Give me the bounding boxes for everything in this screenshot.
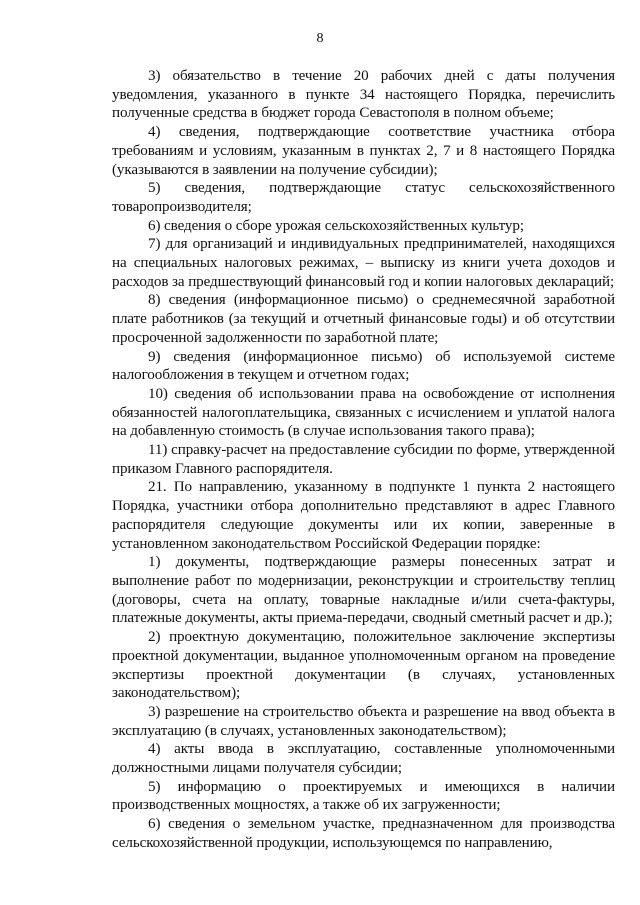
- paragraph-item-11: 11) справку-расчет на предоставление субсидии по форме, утвержденной приказом Главного распорядителя.: [112, 442, 615, 477]
- paragraph-item-8: 8) сведения (информационное письмо) о среднемесячной заработной плате работников (за текущий и отчетный финансовые годы) и об отсутствии просроченной задолженности по заработной плате;: [112, 292, 615, 346]
- paragraph-item-6: 6) сведения о сборе урожая сельскохозяйственных культур;: [148, 217, 524, 234]
- paragraph-item-7: 7) для организаций и индивидуальных предпринимателей, находящихся на специальных налоговых режимах, – выписку из книги учета доходов и расходов за предшествующий финансовый год и копии налоговых деклараций;: [112, 236, 615, 290]
- paragraph-subitem-5: 5) информацию о проектируемых и имеющихся в наличии производственных мощностях, а также об их загруженности;: [112, 778, 615, 814]
- paragraph-subitem-6: 6) сведения о земельном участке, предназначенном для производства сельскохозяйственной продукции, использующемся по направлению,: [112, 816, 615, 851]
- paragraph-item-4: 4) сведения, подтверждающие соответствие участника отбора требованиям и условиям, указанным в пунктах 2, 7 и 8 настоящего Порядка (указываются в заявлении на получение субсидии);: [112, 124, 615, 178]
- paragraph-subitem-4: 4) акты ввода в эксплуатацию, составленные уполномоченными должностными лицами получателя субсидии;: [112, 741, 615, 777]
- paragraph-subitem-2: 2) проектную документацию, положительное заключение экспертизы проектной документации, выданное уполномоченным органом на проведение экспертизы проектной документации (в случаях, установленных законодательством);: [112, 629, 615, 702]
- document-body: [112, 67, 615, 853]
- paragraph-section-21: 21. По направлению, указанному в подпункте 1 пункта 2 настоящего Порядка, участники отбора дополнительно представляют в адрес Главного распорядителя следующие документы или их копии, заверенные в установленном законодательством Российской Федерации порядке:: [112, 479, 615, 552]
- paragraph-subitem-1: 1) документы, подтверждающие размеры понесенных затрат и выполнение работ по модернизации, реконструкции и строительству теплиц (договоры, счета на оплату, товарные накладные и/или счета-фактуры, платежные документы, акты приема-передачи, сводный сметный расчет и др.);: [112, 554, 615, 627]
- paragraph-item-5: 5) сведения, подтверждающие статус сельскохозяйственного товаропроизводителя;: [112, 180, 615, 215]
- page-number: 8: [316, 31, 324, 46]
- paragraph-item-9: 9) сведения (информационное письмо) об используемой системе налогообложения в текущем и отчетном годах;: [112, 348, 615, 384]
- paragraph-item-10: 10) сведения об использовании права на освобождение от исполнения обязанностей налогоплательщика, связанных с исчислением и уплатой налога на добавленную стоимость (в случае использования такого права);: [112, 385, 615, 440]
- paragraph-item-3: 3) обязательство в течение 20 рабочих дней с даты получения уведомления, указанного в пункте 34 настоящего Порядка, перечислить полученные средства в бюджет города Севастополя в полном объеме;: [112, 68, 615, 122]
- paragraph-subitem-3: 3) разрешение на строительство объекта и разрешение на ввод объекта в эксплуатацию (в случаях, установленных законодательством);: [112, 703, 615, 739]
